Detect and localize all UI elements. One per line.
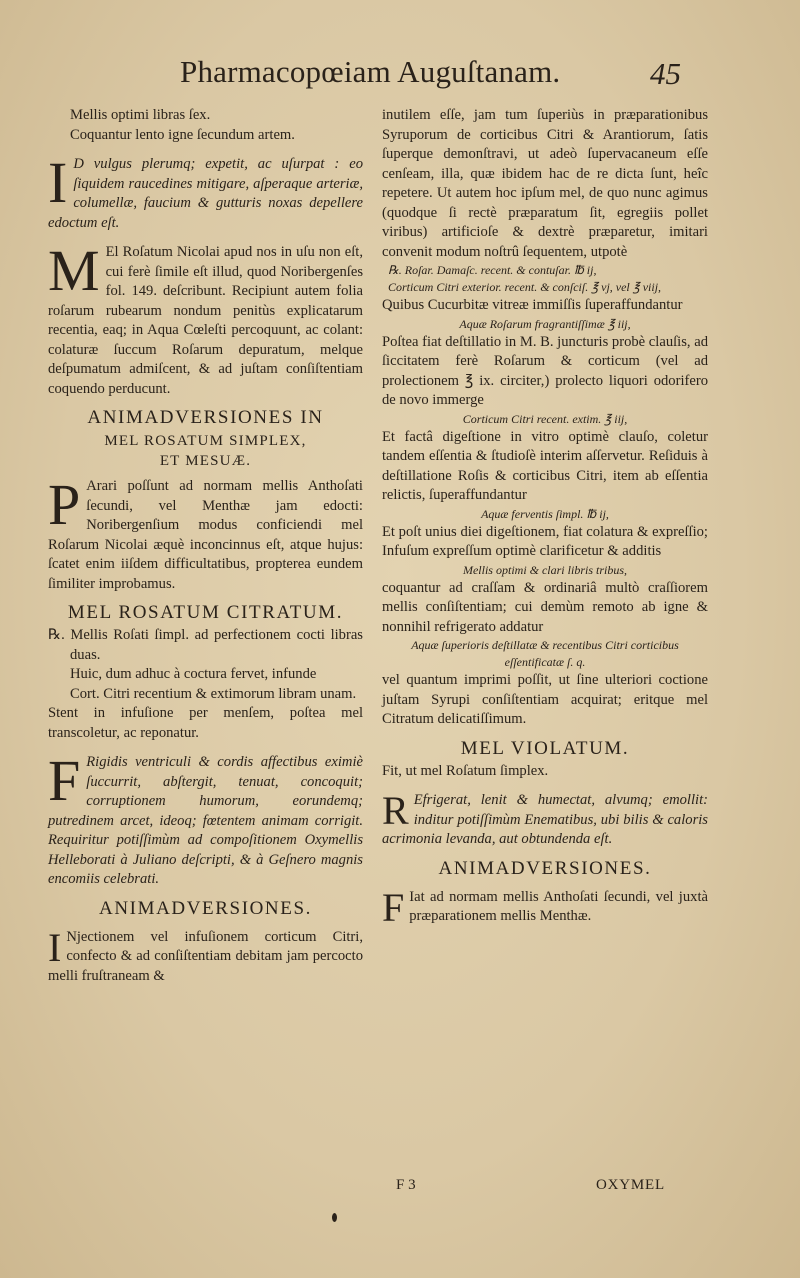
aqua-rosarum-line: Aquæ Roſarum fragrantiſſimæ ℥ iij,: [459, 316, 631, 331]
rx-line: ℞. Mellis Roſati ſimpl. ad perfectionem cocti libras duas.: [48, 627, 363, 663]
page-number: 45: [650, 56, 681, 91]
quibus-line: Quibus Cucurbitæ vitreæ immiſſis ſuperaffundantur: [382, 297, 683, 313]
right-column: [382, 106, 708, 930]
inject-text: Njectionem vel infuſionem corticum Citri, confecto & ad conſiſtentiam debitam jam percocto melli fruſtraneam &: [48, 928, 363, 984]
et-post-text: Et poſt unius diei digeſtionem, fiat colatura & expreſſio; Infuſum expreſſum optimè clarificetur & additis: [382, 523, 708, 559]
stent-line: Stent in infuſione per menſem, poſtea mel transcoletur, ac reponatur.: [48, 705, 363, 741]
running-head: Pharmacopœiam Auguſtanam.: [180, 54, 561, 89]
parari-paragraph: [48, 472, 363, 594]
frig-text: Rigidis ventriculi & cordis affectibus eximiè ſuccurrit, abſtergit, tenuat, concoquit; corruptionem humorum, eorundemq; putredinem arcet, ideoq; fœtentem animam corrigit. Requiritur potiſſimùm ad compoſitionem Oxymellis Helleborati à Juliano deſcripti, & à Geſnero magnis encomiis celebrati.: [48, 754, 363, 887]
intro-paragraph: [48, 150, 363, 233]
fiat-text: Iat ad normam mellis Anthoſati ſecundi, vel juxtà præparationem mellis Menthæ.: [409, 888, 708, 924]
mellis-line: Mellis optimi libras ſex.: [70, 107, 211, 123]
aqua-ferventis-line: Aquæ ferventis ſimpl. ℔ ij,: [481, 506, 609, 521]
rx-cortices: Corticum Citri exterior. recent. & conſciſ. ℥ vj, vel ℥ viij,: [388, 280, 662, 294]
intro-text: D vulgus plerumq; expetit, ac uſurpat : eo ſiquidem raucedines mitigare, aſperaque arteriæ, columellæ, faucium & gutturis noxas depellere edoctum eſt.: [48, 156, 363, 231]
postea-text: Poſtea fiat deſtillatio in M. B. juncturis probè clauſis, ad ſiccitatem ferè Roſarum & corticum (vel ad prolectionem ℥ ix. circiter,) prolecto liquori odorifero de novo immerge: [382, 333, 708, 408]
heading-mel-violatum: MEL VIOLATUM.: [460, 737, 630, 759]
inject-paragraph: [48, 924, 363, 987]
et-facta-text: Et factâ digeſtione in vitro optimè clauſo, coletur tandem eſſentia & ſtudioſè interim aſſervetur. Reſiduis à deſtillatione Roſis & corticibus Citri, item ab eſſentia relictis, ſuperaffundantur: [382, 428, 708, 503]
signature-mark: F 3: [396, 1177, 416, 1193]
ref-text: Efrigerat, lenit & humectat, alvumq; emollit: inditur potiſſimùm Enematibus, ubi bilis & caloris acrimonia levanda, aut obtundenda eſt.: [382, 792, 708, 847]
heading-et-mesuae: ET MESUÆ.: [159, 453, 252, 469]
heading-animadversiones-right: ANIMADVERSIONES.: [438, 857, 652, 879]
vel-text: vel quantum imprimi poſſit, ut ſine ulteriori coctione juſtam Syrupi conſiſtentiam acquirat; eritque mel Citratum delicatiſſimum.: [382, 672, 708, 727]
fiat-paragraph: [382, 884, 708, 930]
mel-dropcap: M: [48, 238, 100, 303]
cont-text: inutilem eſſe, jam tum ſuperiùs in præparationibus Syruporum de corticibus Citri & Arantiorum, ſatis ſuperque demonſtravi, ut adeò ſupervacaneum eſſe cenſeam, illa, quæ ibidem hac de re dicta ſunt, heîc repetere. Ut autem hoc ipſum mel, de quo nunc agimus (quodque ſi rectè præparatum ſit, egregiis pollet viribus) artificioſe & dextrè præparetur, imitari convenit modum noſtrû ſequentem, utpotè: [382, 107, 708, 260]
mel-text: El Roſatum Nicolai apud nos in uſu non eſt, cui ferè ſimile eſt illud, quod Noribergenſes fol. 149. deſcribunt. Recipiunt autem folia roſarum rubearum nondum penitùs explicatarum recentia, eaq; in Aqua Cœleſti percoquunt, ac colant: colaturæ ſuccum Roſarum depuratum, melque deſpumatum admiſcent, & ad juſtam conſiſtentiam coquendo perducunt.: [48, 244, 363, 397]
heading-mel-rosatum-simplex: MEL ROSATUM SIMPLEX,: [104, 433, 307, 449]
heading-animadversiones-left: ANIMADVERSIONES.: [99, 897, 312, 919]
left-column: [48, 106, 363, 986]
heading-mel-rosatum-citratum: MEL ROSATUM CITRATUM.: [67, 602, 344, 623]
coquantur-line: Coquantur lento igne ſecundum artem.: [70, 126, 295, 143]
inject-dropcap: I: [48, 924, 62, 970]
cort-line: Cort. Citri recentium & extimorum libram unam.: [70, 685, 357, 702]
parari-text: Arari poſſunt ad normam mellis Anthoſati ſecundi, vel Menthæ jam edocti: Noribergenſium modus conficiendi mel Roſarum Nicolai æquè inconcinnus eſt, atque hujus: ſcatet enim iiſdem difficultatibus, propterea eundem ſimiliter improbamus.: [48, 478, 363, 592]
heading-animadversiones-in: ANIMADVERSIONES IN: [87, 407, 324, 428]
fit-line: Fit, ut mel Roſatum ſimplex.: [382, 762, 549, 779]
ref-paragraph: [382, 788, 708, 850]
mellis-optimi-line: Mellis optimi & clari libris tribus,: [462, 562, 627, 577]
mel-paragraph: [48, 238, 363, 399]
aqua-superioris-line: Aquæ ſuperioris deſtillatæ & recentibus Citri corticibus eſſentificatæ ſ. q.: [411, 638, 679, 669]
frig-dropcap: F: [48, 748, 81, 813]
huic-line: Huic, dum adhuc à coctura fervet, infunde: [70, 666, 317, 682]
catchword: OXYMEL: [596, 1177, 665, 1193]
intro-dropcap: I: [48, 150, 68, 215]
fiat-dropcap: F: [382, 884, 405, 930]
rx-roses: ℞. Roſar. Damaſc. recent. & contuſar. ℔ ij,: [388, 263, 597, 277]
ink-dot: [332, 1213, 337, 1222]
corticum-line: Corticum Citri recent. extim. ℥ iij,: [462, 411, 628, 426]
ref-dropcap: R: [382, 788, 409, 833]
frig-paragraph: [48, 748, 363, 890]
coquantur-text: coquantur ad craſſam & ordinariâ multò craſſiorem mellis conſiſtentiam; cui demùm remoto ab igne & nonnihil refrigerato addatur: [382, 579, 708, 635]
parari-dropcap: P: [48, 472, 81, 537]
